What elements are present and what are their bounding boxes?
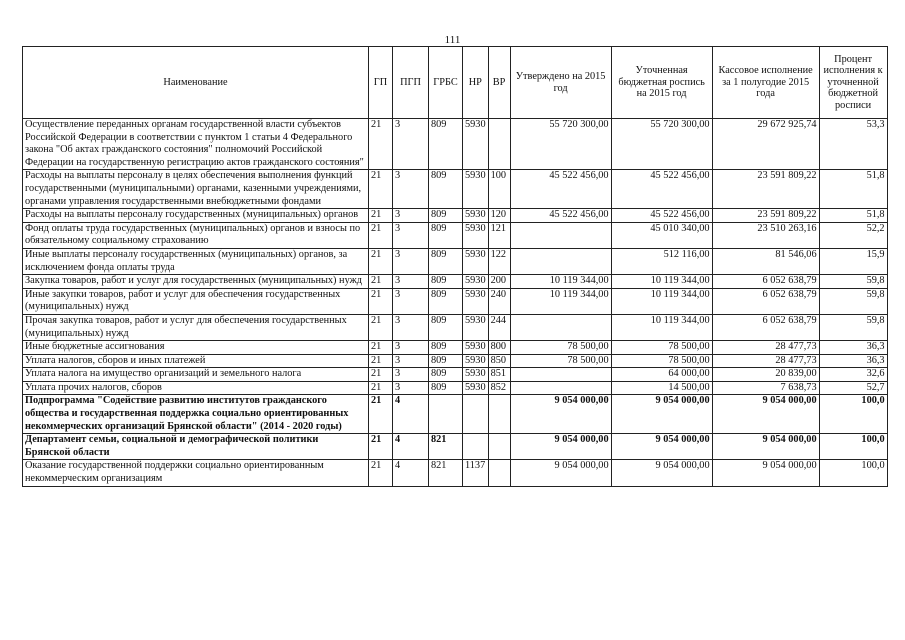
- row-approved: [510, 314, 611, 340]
- row-pgp: 3: [393, 248, 429, 274]
- row-gp: 21: [369, 434, 393, 460]
- row-name: Иные закупки товаров, работ и услуг для обеспечения государственных (муниципальных) нужд: [23, 288, 369, 314]
- row-vr: 852: [488, 381, 510, 395]
- row-pgp: 3: [393, 222, 429, 248]
- table-row: [23, 209, 888, 223]
- row-grbs: 809: [429, 314, 463, 340]
- row-vr: 244: [488, 314, 510, 340]
- table-row: [23, 395, 888, 434]
- row-np: 5930: [463, 275, 489, 289]
- row-pgp: 3: [393, 288, 429, 314]
- row-grbs: 809: [429, 381, 463, 395]
- row-vr: 240: [488, 288, 510, 314]
- row-np: [463, 434, 489, 460]
- row-percent: 15,9: [819, 248, 887, 274]
- row-percent: 100,0: [819, 434, 887, 460]
- row-cash: 6 052 638,79: [712, 314, 819, 340]
- row-name: Уплата налогов, сборов и иных платежей: [23, 354, 369, 368]
- row-refined: 45 522 456,00: [611, 209, 712, 223]
- row-refined: 10 119 344,00: [611, 314, 712, 340]
- row-np: 1137: [463, 460, 489, 486]
- row-approved: 10 119 344,00: [510, 275, 611, 289]
- row-name: Осуществление переданных органам государственной власти субъектов Российской Федерации в соответствии с пунктом 1 статьи 4 Федерального закона "Об актах гражданского состояния" полномочий Российской Федерации на государственную регистрацию актов гражданского состояния": [23, 119, 369, 170]
- row-pgp: 3: [393, 170, 429, 209]
- row-np: 5930: [463, 119, 489, 170]
- row-name: Фонд оплаты труда государственных (муниципальных) органов и взносы по обязательному социальному страхованию: [23, 222, 369, 248]
- budget-table: [22, 46, 888, 487]
- row-grbs: 809: [429, 248, 463, 274]
- row-grbs: 809: [429, 170, 463, 209]
- row-refined: 9 054 000,00: [611, 434, 712, 460]
- row-np: 5930: [463, 314, 489, 340]
- header-vr: ВР: [488, 47, 510, 119]
- table-row: [23, 288, 888, 314]
- row-grbs: 821: [429, 434, 463, 460]
- row-vr: 850: [488, 354, 510, 368]
- row-approved: [510, 222, 611, 248]
- row-gp: 21: [369, 381, 393, 395]
- row-refined: 45 010 340,00: [611, 222, 712, 248]
- row-pgp: 3: [393, 381, 429, 395]
- row-percent: 100,0: [819, 460, 887, 486]
- row-grbs: 809: [429, 222, 463, 248]
- row-refined: 78 500,00: [611, 341, 712, 355]
- row-percent: 36,3: [819, 354, 887, 368]
- header-cash: Кассовое исполнение за 1 полугодие 2015 года: [712, 47, 819, 119]
- row-np: 5930: [463, 341, 489, 355]
- row-refined: 55 720 300,00: [611, 119, 712, 170]
- table-row: [23, 275, 888, 289]
- row-np: 5930: [463, 288, 489, 314]
- table-row: [23, 119, 888, 170]
- row-vr: 120: [488, 209, 510, 223]
- row-percent: 53,3: [819, 119, 887, 170]
- row-gp: 21: [369, 341, 393, 355]
- row-gp: 21: [369, 170, 393, 209]
- row-grbs: 809: [429, 288, 463, 314]
- table-row: [23, 460, 888, 486]
- row-refined: 9 054 000,00: [611, 460, 712, 486]
- table-row: [23, 434, 888, 460]
- row-gp: 21: [369, 222, 393, 248]
- row-pgp: 3: [393, 119, 429, 170]
- table-row: [23, 368, 888, 382]
- row-name: Закупка товаров, работ и услуг для государственных (муниципальных) нужд: [23, 275, 369, 289]
- row-np: [463, 395, 489, 434]
- row-percent: 59,8: [819, 288, 887, 314]
- row-percent: 100,0: [819, 395, 887, 434]
- row-percent: 52,7: [819, 381, 887, 395]
- row-gp: 21: [369, 460, 393, 486]
- row-approved: [510, 248, 611, 274]
- row-pgp: 3: [393, 209, 429, 223]
- row-pgp: 3: [393, 341, 429, 355]
- row-vr: 851: [488, 368, 510, 382]
- row-grbs: 809: [429, 354, 463, 368]
- row-approved: 10 119 344,00: [510, 288, 611, 314]
- row-refined: 45 522 456,00: [611, 170, 712, 209]
- row-percent: 51,8: [819, 209, 887, 223]
- row-percent: 59,8: [819, 314, 887, 340]
- row-approved: 9 054 000,00: [510, 460, 611, 486]
- row-vr: 121: [488, 222, 510, 248]
- row-vr: 800: [488, 341, 510, 355]
- row-gp: 21: [369, 209, 393, 223]
- row-refined: 512 116,00: [611, 248, 712, 274]
- header-approved: Утверждено на 2015 год: [510, 47, 611, 119]
- row-vr: 122: [488, 248, 510, 274]
- row-percent: 32,6: [819, 368, 887, 382]
- row-grbs: 821: [429, 460, 463, 486]
- row-refined: 10 119 344,00: [611, 275, 712, 289]
- row-cash: 7 638,73: [712, 381, 819, 395]
- row-grbs: 809: [429, 209, 463, 223]
- row-cash: 9 054 000,00: [712, 434, 819, 460]
- table-row: [23, 170, 888, 209]
- row-gp: 21: [369, 288, 393, 314]
- row-vr: [488, 434, 510, 460]
- row-name: Оказание государственной поддержки социально ориентированным некоммерческим организациям: [23, 460, 369, 486]
- header-grbs: ГРБС: [429, 47, 463, 119]
- header-np: НР: [463, 47, 489, 119]
- row-cash: 6 052 638,79: [712, 275, 819, 289]
- row-refined: 9 054 000,00: [611, 395, 712, 434]
- row-cash: 9 054 000,00: [712, 460, 819, 486]
- row-pgp: 4: [393, 460, 429, 486]
- row-grbs: 809: [429, 119, 463, 170]
- row-approved: 78 500,00: [510, 341, 611, 355]
- header-name: Наименование: [23, 47, 369, 119]
- row-name: Иные выплаты персоналу государственных (муниципальных) органов, за исключением фонда оплаты труда: [23, 248, 369, 274]
- row-cash: 28 477,73: [712, 354, 819, 368]
- table-row: [23, 381, 888, 395]
- row-approved: 9 054 000,00: [510, 434, 611, 460]
- row-gp: 21: [369, 275, 393, 289]
- row-name: Уплата прочих налогов, сборов: [23, 381, 369, 395]
- row-refined: 10 119 344,00: [611, 288, 712, 314]
- row-pgp: 4: [393, 395, 429, 434]
- table-row: [23, 222, 888, 248]
- table-header-row: [23, 47, 888, 119]
- row-name: Расходы на выплаты персоналу государственных (муниципальных) органов: [23, 209, 369, 223]
- row-name: Прочая закупка товаров, работ и услуг для обеспечения государственных (муниципальных) нужд: [23, 314, 369, 340]
- row-cash: 23 510 263,16: [712, 222, 819, 248]
- row-np: 5930: [463, 381, 489, 395]
- row-approved: 45 522 456,00: [510, 170, 611, 209]
- row-np: 5930: [463, 209, 489, 223]
- table-row: [23, 354, 888, 368]
- row-refined: 14 500,00: [611, 381, 712, 395]
- row-pgp: 3: [393, 275, 429, 289]
- row-cash: 9 054 000,00: [712, 395, 819, 434]
- header-percent: Процент исполнения к уточненной бюджетной росписи: [819, 47, 887, 119]
- row-approved: 9 054 000,00: [510, 395, 611, 434]
- header-pgp: ПГП: [393, 47, 429, 119]
- row-np: 5930: [463, 222, 489, 248]
- row-grbs: [429, 395, 463, 434]
- row-refined: 78 500,00: [611, 354, 712, 368]
- table-row: [23, 248, 888, 274]
- row-name: Иные бюджетные ассигнования: [23, 341, 369, 355]
- row-cash: 6 052 638,79: [712, 288, 819, 314]
- header-gp: ГП: [369, 47, 393, 119]
- row-percent: 52,2: [819, 222, 887, 248]
- row-grbs: 809: [429, 368, 463, 382]
- row-approved: 45 522 456,00: [510, 209, 611, 223]
- row-cash: 29 672 925,74: [712, 119, 819, 170]
- row-approved: 78 500,00: [510, 354, 611, 368]
- row-np: 5930: [463, 248, 489, 274]
- table-body: [23, 119, 888, 487]
- row-gp: 21: [369, 248, 393, 274]
- row-grbs: 809: [429, 275, 463, 289]
- row-np: 5930: [463, 354, 489, 368]
- row-vr: 200: [488, 275, 510, 289]
- row-pgp: 4: [393, 434, 429, 460]
- row-name: Департамент семьи, социальной и демографической политики Брянской области: [23, 434, 369, 460]
- table-row: [23, 314, 888, 340]
- row-percent: 59,8: [819, 275, 887, 289]
- row-percent: 51,8: [819, 170, 887, 209]
- row-vr: [488, 119, 510, 170]
- row-cash: 28 477,73: [712, 341, 819, 355]
- row-pgp: 3: [393, 368, 429, 382]
- row-name: Подпрограмма "Содействие развитию институтов гражданского общества и государственная поддержка социально ориентированных некоммерческих организаций Брянской области" (2014 - 2020 годы): [23, 395, 369, 434]
- row-np: 5930: [463, 170, 489, 209]
- header-refined: Уточненная бюджетная роспись на 2015 год: [611, 47, 712, 119]
- row-gp: 21: [369, 368, 393, 382]
- row-gp: 21: [369, 119, 393, 170]
- row-vr: [488, 395, 510, 434]
- row-cash: 23 591 809,22: [712, 209, 819, 223]
- row-gp: 21: [369, 395, 393, 434]
- row-grbs: 809: [429, 341, 463, 355]
- row-gp: 21: [369, 354, 393, 368]
- row-vr: [488, 460, 510, 486]
- table-row: [23, 341, 888, 355]
- row-cash: 23 591 809,22: [712, 170, 819, 209]
- row-cash: 20 839,00: [712, 368, 819, 382]
- row-np: 5930: [463, 368, 489, 382]
- row-approved: 55 720 300,00: [510, 119, 611, 170]
- row-percent: 36,3: [819, 341, 887, 355]
- row-approved: [510, 368, 611, 382]
- page-number: 111: [444, 34, 461, 46]
- row-pgp: 3: [393, 314, 429, 340]
- row-refined: 64 000,00: [611, 368, 712, 382]
- row-approved: [510, 381, 611, 395]
- row-cash: 81 546,06: [712, 248, 819, 274]
- row-pgp: 3: [393, 354, 429, 368]
- row-vr: 100: [488, 170, 510, 209]
- row-name: Расходы на выплаты персоналу в целях обеспечения выполнения функций государственными (муниципальными) органами, казенными учреждениями, органами управления государственными внебюджетными фондами: [23, 170, 369, 209]
- row-gp: 21: [369, 314, 393, 340]
- row-name: Уплата налога на имущество организаций и земельного налога: [23, 368, 369, 382]
